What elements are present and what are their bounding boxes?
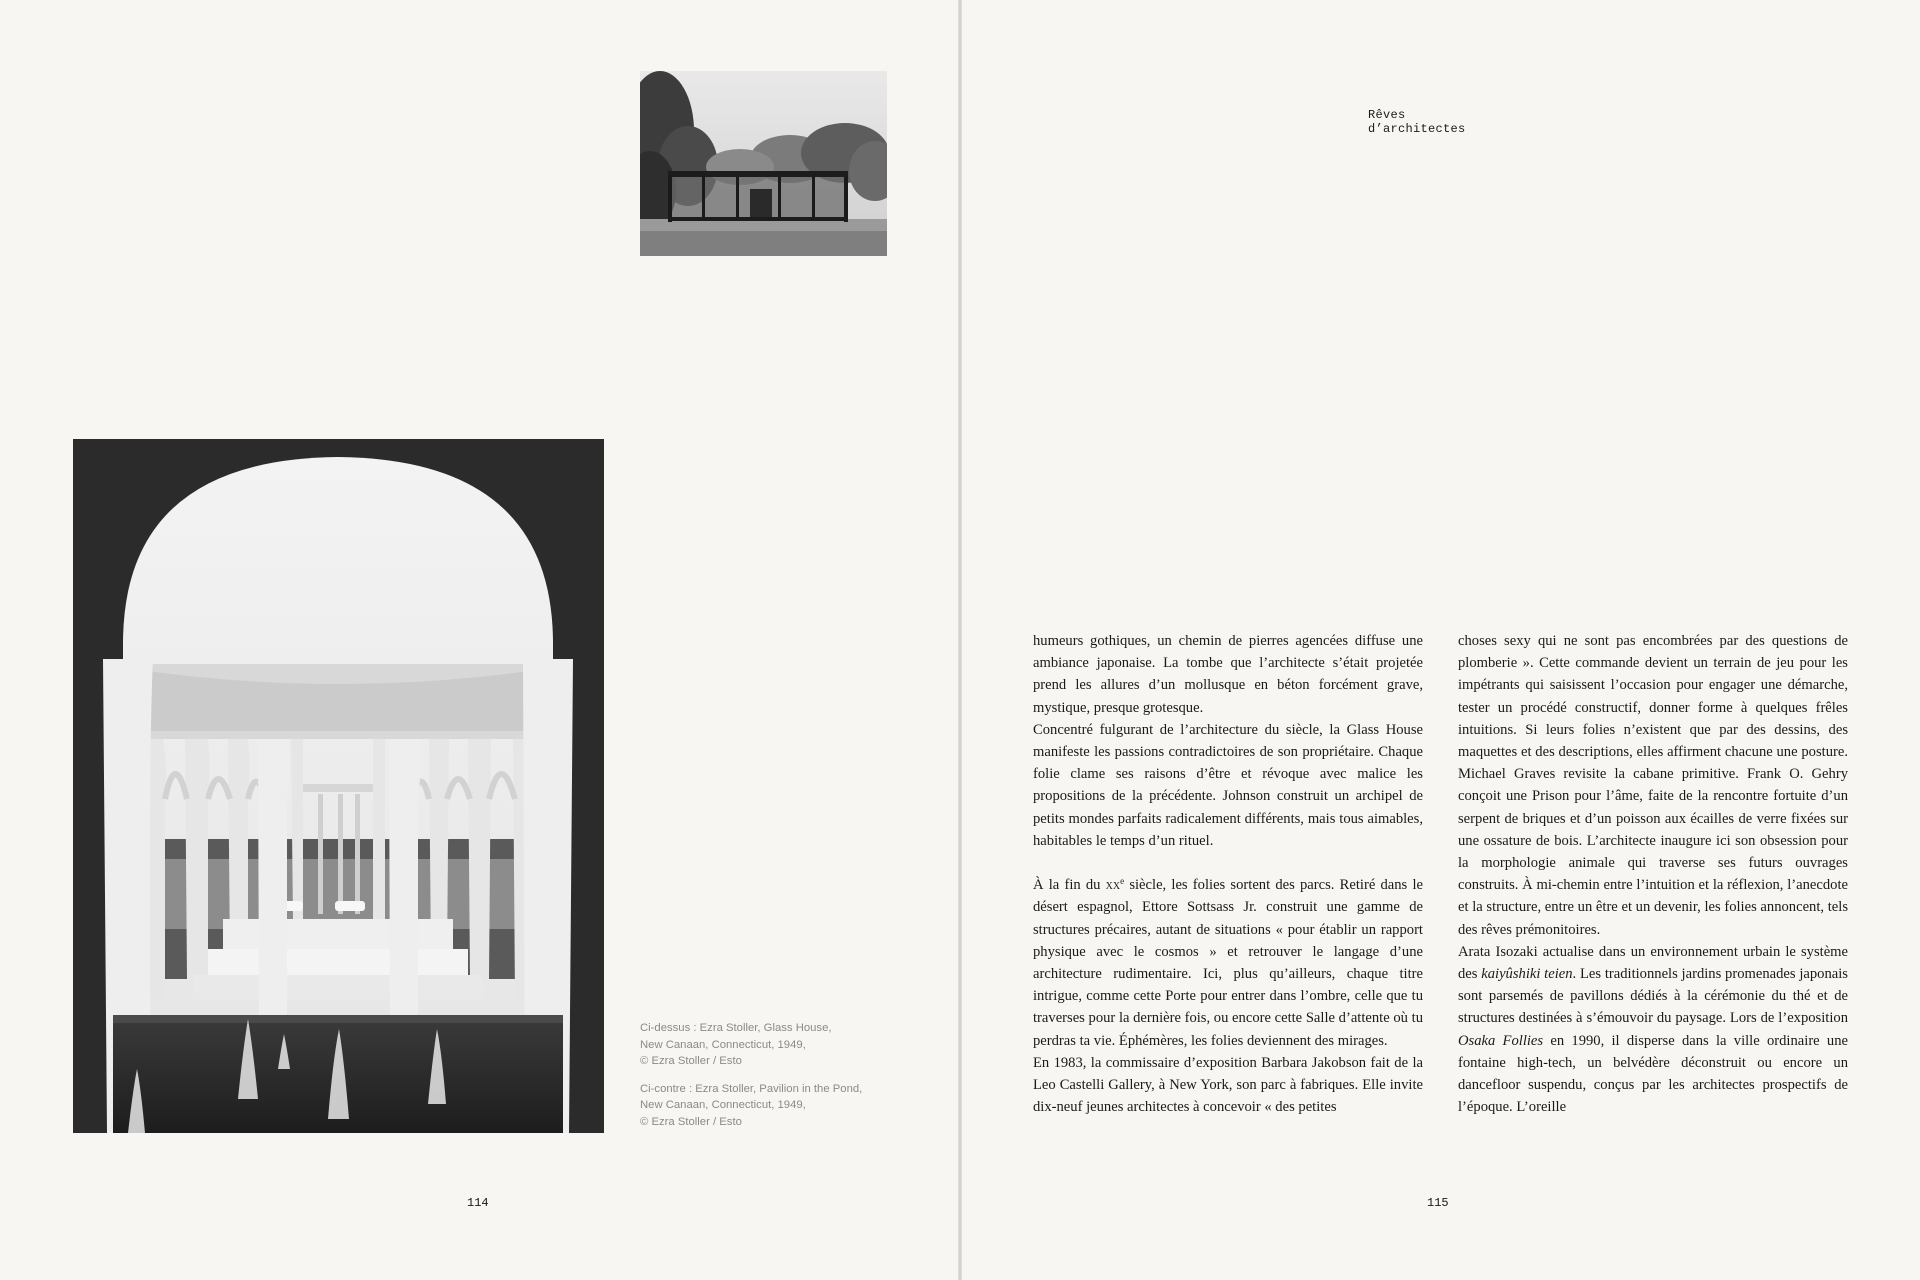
text-run: Arata Isozaki actualise dans un environnement urbain le système des	[1458, 943, 1848, 983]
page-number-right: 115	[1427, 1196, 1449, 1210]
caption-pavilion	[640, 1081, 900, 1131]
glass-house-photo	[640, 71, 887, 256]
text-run: À la fin du	[1033, 877, 1106, 894]
caption-glass-house	[640, 1020, 900, 1070]
text-run: . Les traditionnels jardins promenades japonais sont parsemés de pavillons dédiés à la cérémonie du thé et de structures destinées à s’émouvoir du paysage. Lors de l’exposition	[1458, 966, 1848, 1027]
caption-line: New Canaan, Connecticut, 1949,	[640, 1038, 806, 1051]
text-column-2	[1458, 630, 1848, 1118]
paragraph	[1033, 874, 1423, 1052]
caption-line: Ci-dessus : Ezra Stoller, Glass House,	[640, 1022, 832, 1034]
caption-line: New Canaan, Connecticut, 1949,	[640, 1099, 806, 1111]
book-gutter	[958, 0, 962, 1280]
text-column-1	[1033, 630, 1423, 1118]
text-run: siècle, les folies sortent des parcs. Retiré dans le désert espagnol, Ettore Sottsass Jr. construit une gamme de structures précaires, autant de situations « pour établir un rapport physique avec le cosmos » et retrouver le langage d’une architecture rudimentaire. Ici, plus qu’ailleurs, chaque titre intrigue, comme cette Porte pour entrer dans l’ombre, celle que tu traverses pour la dernière fois, ou encore cette Salle d’attente où tu perdras ta vie. Éphémères, les folies deviennent des mirages.	[1033, 877, 1423, 1049]
text-run: en 1990, il disperse dans la ville ordinaire une fontaine high-tech, un belvédère déconstruit ou encore un dancefloor suspendu, conçus par les architectes prospectifs de l’époque. L’oreille	[1458, 1032, 1848, 1116]
paragraph: Concentré fulgurant de l’architecture du siècle, la Glass House manifeste les passions contradictoires de son propriétaire. Chaque folie clame ses raisons d’être et révoque avec malice les propositions de la précédente. Johnson construit un archipel de petits mondes parfaits radicalement différents, mais tous aimables, habitables le temps d’un rituel.	[1033, 721, 1423, 849]
pavilion-in-the-pond-photo	[73, 439, 604, 1133]
caption-line: Ci-contre : Ezra Stoller, Pavilion in the Pond,	[640, 1082, 863, 1095]
page-number-left: 114	[467, 1196, 489, 1210]
century-numeral: xx	[1105, 877, 1121, 894]
caption-line: © Ezra Stoller / Esto	[640, 1055, 742, 1067]
superscript: e	[1120, 876, 1125, 887]
paragraph	[1458, 941, 1848, 1119]
italic-term: kaiyûshiki teien	[1481, 966, 1573, 983]
running-head: Rêves d’architectes	[1368, 108, 1466, 136]
paragraph: choses sexy qui ne sont pas encombrées par des questions de plomberie ». Cette commande devient un terrain de jeu pour les impétrants qui saisissent l’occasion pour engager une démarche, tester un procédé constructif, donner forme à quelques frêles intuitions. Si leurs folies n’existent que par des dessins, des maquettes et des descriptions, elles affirment chacune une posture. Michael Graves revisite la cabane primitive. Frank O. Gehry conçoit une Prison pour l’âme, faite de la rencontre fortuite d’un serpent de briques et d’un poisson aux écailles de verre fixées sur une ossature de bois. L’architecte inaugure ici son obsession pour la morphologie animale qui traverse ses futurs ouvrages construits. À mi-chemin entre l’intuition et la réflexion, l’anecdote et la structure, entre un être et un devenir, les folies annoncent, tels des rêves prémonitoires.	[1458, 633, 1848, 938]
caption-line: © Ezra Stoller / Esto	[640, 1115, 742, 1128]
photo-captions	[640, 1020, 900, 1141]
paragraph: humeurs gothiques, un chemin de pierres agencées diffuse une ambiance japonaise. La tombe que l’architecte s’était projetée prend les allures d’un mollusque en béton forcément grave, mystique, presque grotesque.	[1033, 633, 1423, 716]
italic-title: Osaka Follies	[1458, 1032, 1544, 1049]
paragraph: En 1983, la commissaire d’exposition Barbara Jakobson fait de la Leo Castelli Gallery, à New York, son parc à fabriques. Elle invite dix-neuf jeunes architectes à concevoir « des petites	[1033, 1054, 1423, 1116]
